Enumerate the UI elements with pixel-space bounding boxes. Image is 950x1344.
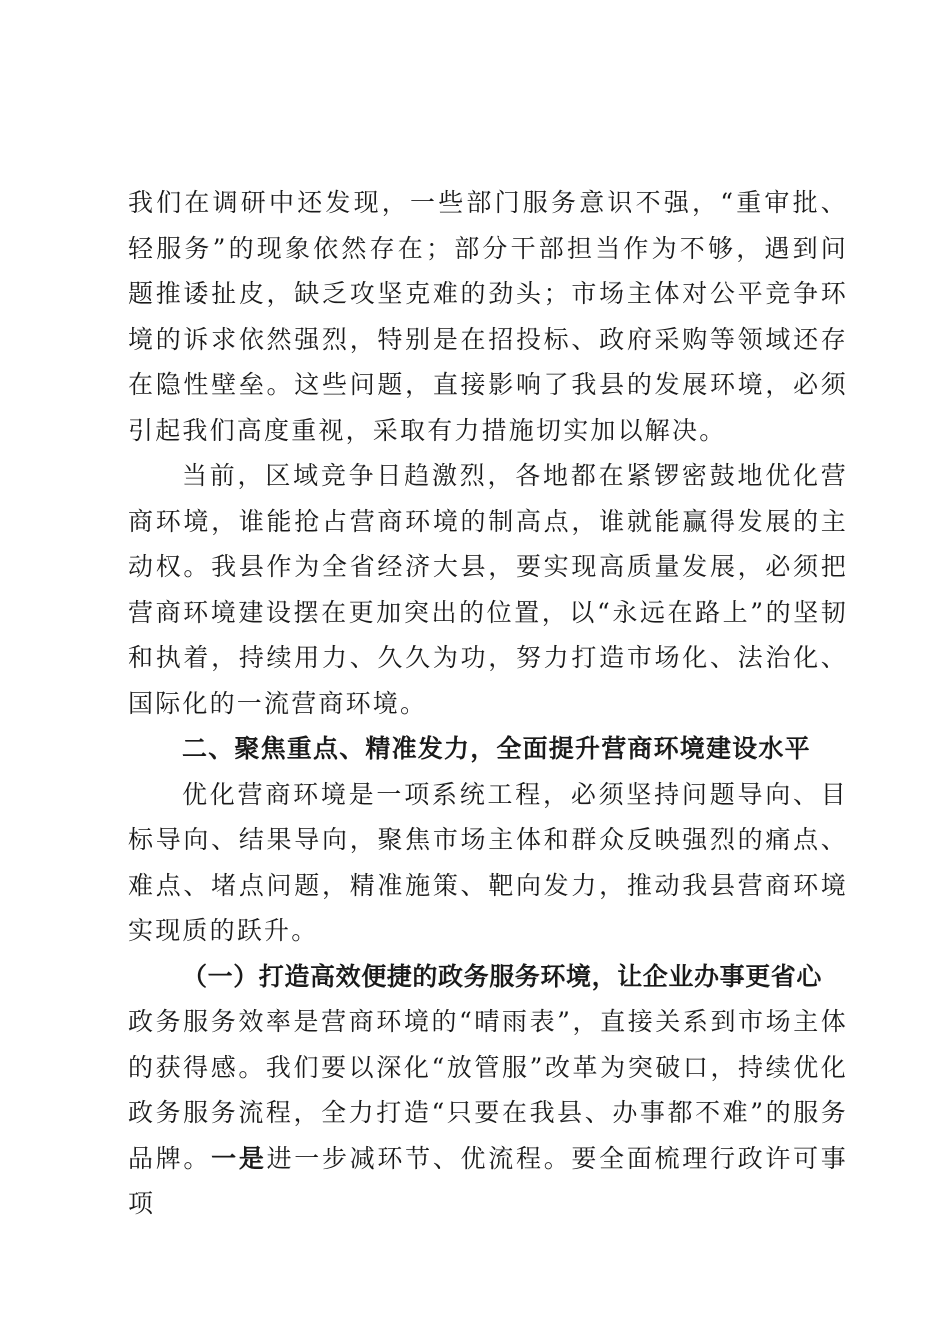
paragraph-text-tail: 进一步减环节、优流程。要全面梳理行政许可事项 xyxy=(128,1143,849,1218)
paragraph-continued: 我们在调研中还发现，一些部门服务意识不强，“重审批、轻服务”的现象依然存在；部分干部担当作为不够，遇到问题推诿扯皮，缺乏攻坚克难的劲头；市场主体对公平竞争环境的诉求依然强烈，特别是在招投标、政府采购等领域还存在隐性壁垒。这些问题，直接影响了我县的发展环境，必须引起我们高度重视，采取有力措施切实加以解决。 xyxy=(128,188,848,445)
document-body xyxy=(128,180,848,1227)
subsection-heading-1: （一）打造高效便捷的政务服务环境，让企业办事更省心 xyxy=(182,961,823,991)
section-heading-2: 二、聚焦重点、精准发力，全面提升营商环境建设水平 xyxy=(182,734,811,763)
paragraph-text: 政务服务效率是营商环境的“晴雨表”，直接关系到市场主体的获得感。我们要以深化“放管服”改革为突破口，持续优化政务服务流程，全力打造“只要在我县、办事都不难”的服务品牌。 xyxy=(128,1007,848,1173)
paragraph-regional-competition: 当前，区域竞争日趋激烈，各地都在紧锣密鼓地优化营商环境，谁能抢占营商环境的制高点，谁就能赢得发展的主动权。我县作为全省经济大县，要实现高质量发展，必须把营商环境建设摆在更加突出的位置，以“永远在路上”的坚韧和执着，持续用力、久久为功，努力打造市场化、法治化、国际化的一流营商环境。 xyxy=(128,461,848,718)
enumeration-marker: 一是 xyxy=(211,1143,267,1173)
paragraph-systematic-project: 优化营商环境是一项系统工程，必须坚持问题导向、目标导向、结果导向，聚焦市场主体和群众反映强烈的痛点、难点、堵点问题，精准施策、靶向发力，推动我县营商环境实现质的跃升。 xyxy=(128,779,848,945)
paragraph-government-services xyxy=(128,999,848,1227)
